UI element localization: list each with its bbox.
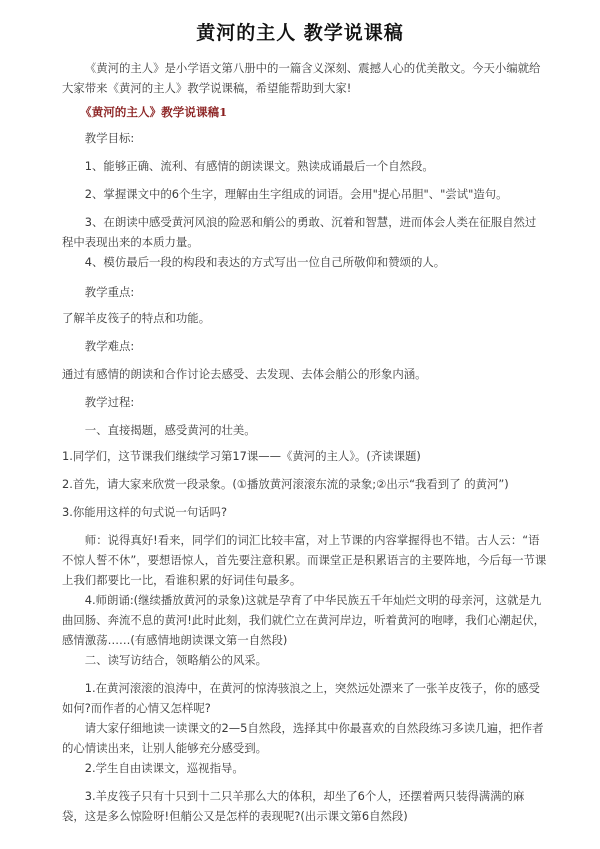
intro-paragraph: 《黄河的主人》是小学语文第八册中的一篇含义深刻、震撼人心的优美散文。今天小编就给大家带来《黄河的主人》教学说课稿，希望能帮助到大家! <box>62 61 541 95</box>
goals-label: 教学目标: <box>84 131 135 145</box>
step-1-item-3: 3.你能用这样的句式说一句话吗? <box>62 505 227 519</box>
difficulty-content: 通过有感情的朗读和合作讨论去感受、去发现、去体会艄公的形象内涵。 <box>62 367 427 381</box>
step-1-item-2: 2.首先，请大家来欣赏一段录象。(①播放黄河滚滚东流的录象;②出示“我看到了 的黄河”) <box>62 477 509 491</box>
step-2-heading: 二、读写访结合，领略艄公的风采。 <box>84 653 268 667</box>
goal-2: 2、掌握课文中的6个生字，理解由生字组成的词语。会用"提心吊胆"、"尝试"造句。 <box>84 187 508 201</box>
process-label: 教学过程: <box>84 395 135 409</box>
goal-1: 1、能够正确、流利、有感情的朗读课文。熟读成诵最后一个自然段。 <box>84 159 434 173</box>
goal-4: 4、模仿最后一段的构段和表达的方式写出一位自己所敬仰和赞颂的人。 <box>84 255 446 269</box>
step-1-heading: 一、直接揭题，感受黄河的壮美。 <box>84 423 256 437</box>
step-2-item-1: 1.在黄河滚滚的浪涛中，在黄河的惊涛骇浪之上，突然远处漂来了一张羊皮筏子，你的感受如何?而作者的心情又怎样呢? <box>62 681 540 715</box>
goal-3: 3、在朗读中感受黄河风浪的险恶和艄公的勇敢、沉着和智慧，进而体会人类在征服自然过程中表现出来的本质力量。 <box>62 215 537 249</box>
teacher-recitation: 4.师朗诵:(继续播放黄河的录象)这就是孕育了中华民族五千年灿烂文明的母亲河，这就是九曲回肠、奔流不息的黄河!此时此刻，我们就伫立在黄河岸边，听着黄河的咆哮，我们心潮起伏，感情激荡……(有感情地朗读课文第一自然段) <box>62 593 545 647</box>
step-2-item-2: 2.学生自由读课文，巡视指导。 <box>84 761 244 775</box>
key-points-content: 了解羊皮筏子的特点和功能。 <box>62 311 211 325</box>
difficulty-label: 教学难点: <box>84 339 135 353</box>
step-2-item-1-detail: 请大家仔细地读一读课文的2—5自然段，选择其中你最喜欢的自然段练习多读几遍，把作者的心情读出来，让别人能够充分感受到。 <box>62 721 544 755</box>
key-points-label: 教学重点: <box>84 285 135 299</box>
document-title: 黄河的主人 教学说课稿 <box>196 22 404 44</box>
section-heading: 《黄河的主人》教学说课稿1 <box>80 105 228 119</box>
step-2-item-3: 3.羊皮筏子只有十只到十二只羊那么大的体积，却坐了6个人，还摆着两只装得满满的麻袋，这是多么惊险呀!但艄公又是怎样的表现呢?(出示课文第6自然段) <box>62 789 525 823</box>
step-1-item-1: 1.同学们，这节课我们继续学习第17课——《黄河的主人》。(齐读课题) <box>62 449 421 463</box>
teacher-remark: 师：说得真好!看来，同学们的词汇比较丰富，对上节课的内容掌握得也不错。古人云：“语不惊人誓不休”，要想语惊人，首先要注意积累。而课堂正是积累语言的主要阵地，今后每一节课上我们都要比一比，看谁积累的好词佳句最多。 <box>62 533 547 587</box>
